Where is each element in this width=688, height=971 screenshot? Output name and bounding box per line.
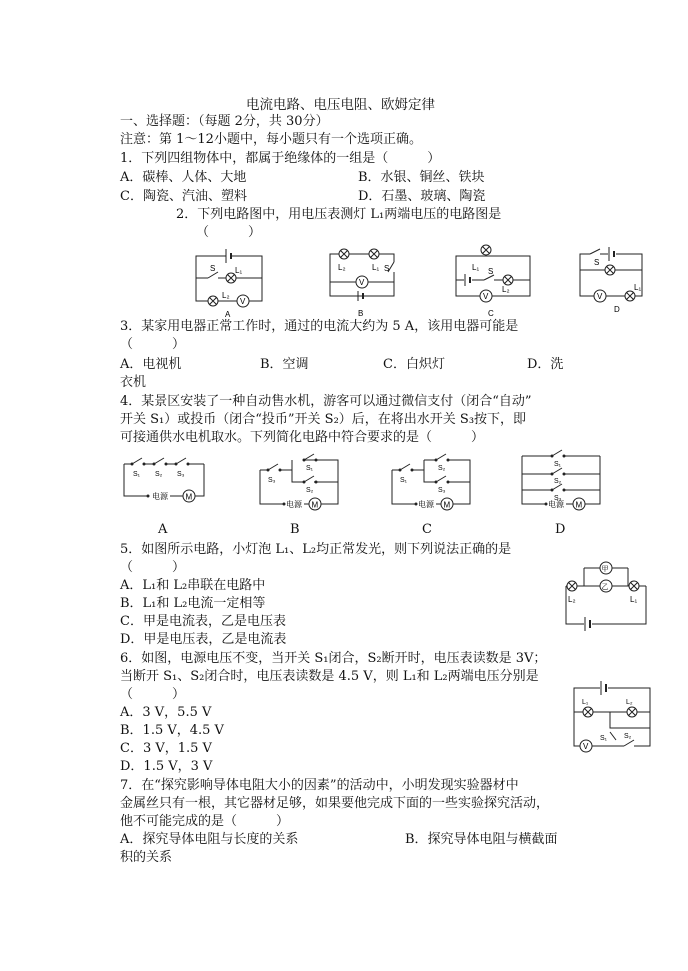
q4a-power-label: 电源 xyxy=(152,492,168,501)
q6-option-c: C．3 V，1.5 V xyxy=(120,741,212,756)
q2a-switch-label: S xyxy=(210,264,216,273)
q5-option-a: A．L₁和 L₂串联在电路中 xyxy=(120,578,266,593)
q4d-s1-label: S₁ xyxy=(554,461,562,468)
q4a-s1-label: S₁ xyxy=(133,471,141,478)
q7-option-a: A．探究导体电阻与长度的关系 xyxy=(120,832,299,847)
q2d-voltmeter-label: V xyxy=(597,292,603,301)
q4-circuit-d xyxy=(516,446,608,514)
q2-stem: 2．下列电路图中，用电压表测灯 L₁两端电压的电路图是 xyxy=(176,207,502,222)
q1-stem: 1．下列四组物体中，都属于绝缘体的一组是（ ） xyxy=(120,151,441,166)
q4c-s3-label: S₃ xyxy=(438,487,446,494)
q4c-s2-label: S₂ xyxy=(438,465,446,472)
q4-line3: 可接通供水电机取水。下列简化电路中符合要求的是（ ） xyxy=(120,430,485,445)
q4d-power-label: 电源 xyxy=(548,500,564,509)
q6-s2-label: S₂ xyxy=(624,733,632,740)
q4-circuit-c xyxy=(384,446,476,514)
q2a-l1-label: L₁ xyxy=(235,266,243,275)
q1-option-d: D．石墨、玻璃、陶瓷 xyxy=(358,189,486,204)
q6-blank: （ ） xyxy=(120,687,186,702)
q7-line2: 金属丝只有一根，其它器材足够，如果要他完成下面的一些实验探究活动， xyxy=(120,796,550,811)
q5-circuit xyxy=(556,554,656,636)
q7-line3: 他不可能完成的是（ ） xyxy=(120,814,290,829)
q4a-s3-label: S₃ xyxy=(177,471,185,478)
q4b-motor-label: M xyxy=(311,500,319,510)
q6-line1: 6．如图，电源电压不变，当开关 S₁闭合，S₂断开时，电压表读数是 3V； xyxy=(120,651,547,666)
q7-option-b-cont: 积的关系 xyxy=(120,850,173,865)
q7-option-b: B．探究导体电阻与横截面 xyxy=(405,832,558,847)
q4c-power-label: 电源 xyxy=(418,500,434,509)
page-title: 电流电路、电压电阻、欧姆定律 xyxy=(246,97,435,113)
q2b-switch-label: S xyxy=(384,264,390,273)
q2b-l2-label: L₂ xyxy=(338,263,346,272)
q2d-caption: D xyxy=(614,305,620,314)
q2c-l1-label: L₁ xyxy=(472,263,480,272)
q6-l1-label: L₁ xyxy=(582,699,589,706)
q4c-s1-label: S₁ xyxy=(400,477,408,484)
q4b-s2-label: S₂ xyxy=(306,487,314,494)
q2c-switch-label: S xyxy=(488,267,494,276)
q2-circuit-a xyxy=(188,246,270,318)
q1-option-a: A．碳棒、人体、大地 xyxy=(120,170,247,185)
q6-option-a: A．3 V，5.5 V xyxy=(120,705,212,720)
section-heading: 一、选择题：（每题 2分，共 30分） xyxy=(120,114,329,129)
q2b-voltmeter-label: V xyxy=(359,278,365,287)
q6-option-b: B．1.5 V，4.5 V xyxy=(120,723,224,738)
q4a-motor-label: M xyxy=(185,492,193,502)
q4d-s2-label: S₂ xyxy=(554,478,562,485)
q4-caption-d: D xyxy=(555,522,566,537)
q5-meter-yi-label: 乙 xyxy=(601,584,609,591)
q7-line1: 7．在“探究影响导体电阻大小的因素”的活动中，小明发现实验器材中 xyxy=(120,778,519,793)
q2-circuit-b xyxy=(322,244,404,318)
q5-option-b: B．L₁和 L₂电流一定相等 xyxy=(120,596,266,611)
q3-option-d: D．洗 xyxy=(527,357,564,372)
q2c-caption: C xyxy=(488,309,494,318)
q4d-motor-label: M xyxy=(575,500,583,510)
q5-l2-label: L₂ xyxy=(568,595,576,604)
q5-l1-label: L₁ xyxy=(630,595,638,604)
q6-s1-label: S₁ xyxy=(600,735,608,742)
q6-line2: 当断开 S₁、S₂闭合时，电压表读数是 4.5 V，则 L₁和 L₂两端电压分别是 xyxy=(120,669,539,684)
q2-circuit-c xyxy=(450,242,536,318)
q5-meter-jia-label: 甲 xyxy=(601,566,609,573)
q3-option-c: C．白炽灯 xyxy=(383,357,445,372)
q2a-l2-label: L₂ xyxy=(222,291,230,300)
q2d-switch-label: S xyxy=(594,258,600,267)
q4-circuit-b xyxy=(252,446,344,514)
q2a-caption: A xyxy=(225,310,231,318)
q6-circuit xyxy=(566,680,658,758)
q2a-voltmeter-label: V xyxy=(240,297,246,306)
q4c-motor-label: M xyxy=(443,500,451,510)
q2c-l2-label: L₂ xyxy=(502,285,510,294)
q6-l2-label: L₂ xyxy=(626,699,633,706)
q2c-voltmeter-label: V xyxy=(483,292,489,301)
q1-option-c: C．陶瓷、汽油、塑料 xyxy=(120,189,247,204)
q3-stem: 3．某家用电器正常工作时，通过的电流大约为 5 A，该用电器可能是 xyxy=(120,319,519,334)
q4-caption-a: A xyxy=(158,522,168,537)
note: 注意：第 1～12小题中，每小题只有一个选项正确。 xyxy=(120,132,422,147)
q4-caption-b: B xyxy=(290,522,300,537)
q3-option-b: B．空调 xyxy=(260,357,309,372)
q2-blank: （ ） xyxy=(196,225,262,240)
q6-option-d: D．1.5 V，3 V xyxy=(120,759,213,774)
q4a-s2-label: S₂ xyxy=(155,471,163,478)
q4-circuit-a xyxy=(118,452,210,512)
q4-caption-c: C xyxy=(422,522,432,537)
q5-option-d: D．甲是电压表，乙是电流表 xyxy=(120,632,287,647)
q1-option-b: B．水银、铜丝、铁块 xyxy=(358,170,485,185)
q4b-power-label: 电源 xyxy=(286,500,302,509)
q4b-s1-label: S₁ xyxy=(306,465,314,472)
q2-circuit-d xyxy=(574,244,650,316)
q6-voltmeter-label: V xyxy=(583,742,589,751)
q2d-l1-label: L₁ xyxy=(634,283,642,292)
q5-stem: 5．如图所示电路，小灯泡 L₁、L₂均正常发光，则下列说法正确的是 xyxy=(120,542,512,557)
q4b-s3-label: S₃ xyxy=(268,477,276,484)
q3-blank: （ ） xyxy=(120,337,186,352)
q3-option-a: A．电视机 xyxy=(120,357,182,372)
q2b-caption: B xyxy=(358,309,364,318)
q4d-s3-label: S₃ xyxy=(554,495,562,502)
q4-line2: 开关 S₁）或投币（闭合“投币”开关 S₂）后，在将出水开关 S₃按下，即 xyxy=(120,412,527,427)
q2b-l1-label: L₁ xyxy=(372,263,380,272)
q4-line1: 4．某景区安装了一种自动售水机，游客可以通过微信支付（闭合“自动” xyxy=(120,394,532,409)
q5-blank: （ ） xyxy=(120,560,186,575)
q5-option-c: C．甲是电流表，乙是电压表 xyxy=(120,614,286,629)
q3-option-d-cont: 衣机 xyxy=(120,375,147,390)
